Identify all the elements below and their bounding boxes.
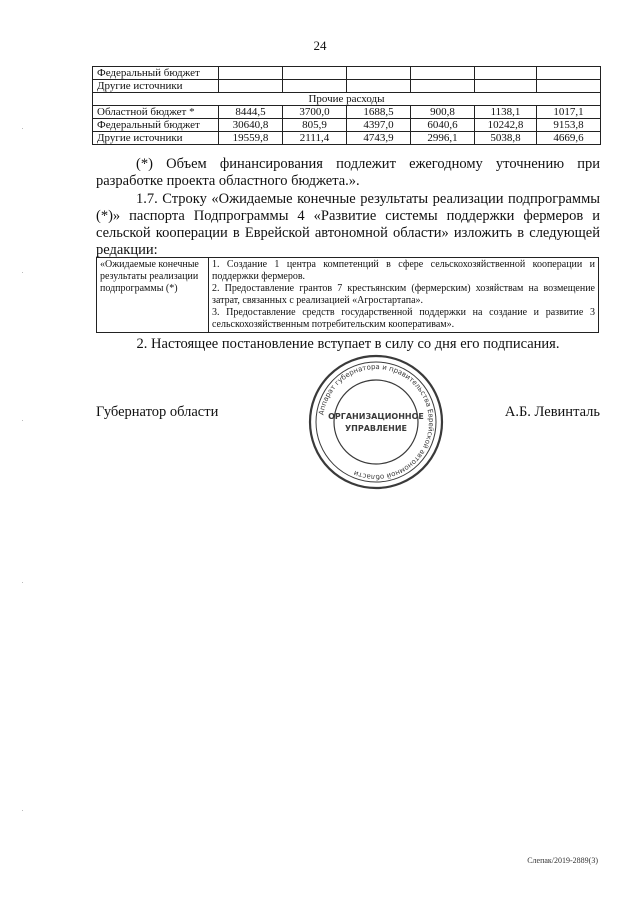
table-cell: 10242,8 xyxy=(475,119,537,132)
scan-speck xyxy=(22,420,23,421)
table-cell xyxy=(475,67,537,80)
scan-speck xyxy=(22,128,23,129)
table-cell xyxy=(475,80,537,93)
table-cell: 2996,1 xyxy=(411,132,475,145)
row-label: Другие источники xyxy=(93,80,219,93)
table-cell xyxy=(219,67,283,80)
table-row xyxy=(97,258,599,333)
results-label: «Ожидаемые конечные результаты реализации подпрограммы (*) xyxy=(97,258,209,333)
document-code: Слепак/2019-2889(3) xyxy=(527,856,598,865)
section-row xyxy=(93,93,601,106)
table-cell xyxy=(411,67,475,80)
footnote-text: (*) Объем финансирования подлежит ежегодному уточнению при разработке проекта областного бюджета.». xyxy=(96,156,600,189)
table-cell xyxy=(347,67,411,80)
stamp-outer-ring xyxy=(310,356,442,488)
table-cell xyxy=(347,80,411,93)
item-1-7-text: 1.7. Строку «Ожидаемые конечные результаты реализации подпрограммы (*)» паспорта Подпрограммы 4 «Развитие системы поддержки фермеров и сельской кооперации в Еврейской автономной области» изложить в следующей редакции: xyxy=(96,191,600,258)
official-stamp xyxy=(306,352,446,492)
scan-speck xyxy=(22,810,23,811)
signatory-name: А.Б. Левинталь xyxy=(504,404,600,420)
results-items xyxy=(209,258,599,333)
table-cell: 8444,5 xyxy=(219,106,283,119)
item-1-7-paragraph xyxy=(96,191,600,259)
table-row xyxy=(93,119,601,132)
table-cell: 1138,1 xyxy=(475,106,537,119)
table-cell: 900,8 xyxy=(411,106,475,119)
table-cell: 6040,6 xyxy=(411,119,475,132)
result-item-2: 2. Предоставление грантов 7 крестьянским (фермерским) хозяйствам на возмещение затрат, связанных с реализацией «Агростартапа». xyxy=(212,283,595,306)
table-cell: 19559,8 xyxy=(219,132,283,145)
table-cell xyxy=(537,80,601,93)
table-row xyxy=(93,80,601,93)
results-table xyxy=(96,257,599,333)
row-label: Областной бюджет * xyxy=(93,106,219,119)
table-cell: 4397,0 xyxy=(347,119,411,132)
stamp-center-ring xyxy=(334,380,418,464)
result-item-1: 1. Создание 1 центра компетенций в сфере сельскохозяйственной кооперации и поддержки фермеров. xyxy=(212,259,595,282)
row-label: Федеральный бюджет xyxy=(93,67,219,80)
row-label: Федеральный бюджет xyxy=(93,119,219,132)
table-cell: 5038,8 xyxy=(475,132,537,145)
table-cell xyxy=(283,67,347,80)
table-cell: 4669,6 xyxy=(537,132,601,145)
table-cell xyxy=(537,67,601,80)
page-number: 24 xyxy=(313,38,327,53)
finance-table xyxy=(92,66,601,145)
result-item-3: 3. Предоставление средств государственной поддержки на создание и развитие 3 сельскохозяйственным потребительским кооперативам». xyxy=(212,307,595,330)
scan-speck xyxy=(22,582,23,583)
table-cell: 3700,0 xyxy=(283,106,347,119)
footnote-paragraph xyxy=(96,156,600,190)
table-cell xyxy=(283,80,347,93)
table-cell: 4743,9 xyxy=(347,132,411,145)
signatory-title: Губернатор области xyxy=(96,404,219,420)
row-label: Другие источники xyxy=(93,132,219,145)
table-cell: 9153,8 xyxy=(537,119,601,132)
table-cell: 1688,5 xyxy=(347,106,411,119)
table-row xyxy=(93,106,601,119)
scan-speck xyxy=(22,272,23,273)
table-cell: 1017,1 xyxy=(537,106,601,119)
stamp-outer-text: Аппарат губернатора и правительства Еврейской автономной области xyxy=(317,362,436,482)
table-row xyxy=(93,132,601,145)
stamp-center-line-1: ОРГАНИЗАЦИОННОЕ xyxy=(328,412,424,421)
table-cell xyxy=(411,80,475,93)
table-cell xyxy=(219,80,283,93)
stamp-center-line-2: УПРАВЛЕНИЕ xyxy=(345,424,407,433)
table-cell: 2111,4 xyxy=(283,132,347,145)
decree-text: 2. Настоящее постановление вступает в силу со дня его подписания. xyxy=(136,336,560,352)
section-title: Прочие расходы xyxy=(93,93,601,106)
table-cell: 30640,8 xyxy=(219,119,283,132)
table-row xyxy=(93,67,601,80)
table-cell: 805,9 xyxy=(283,119,347,132)
